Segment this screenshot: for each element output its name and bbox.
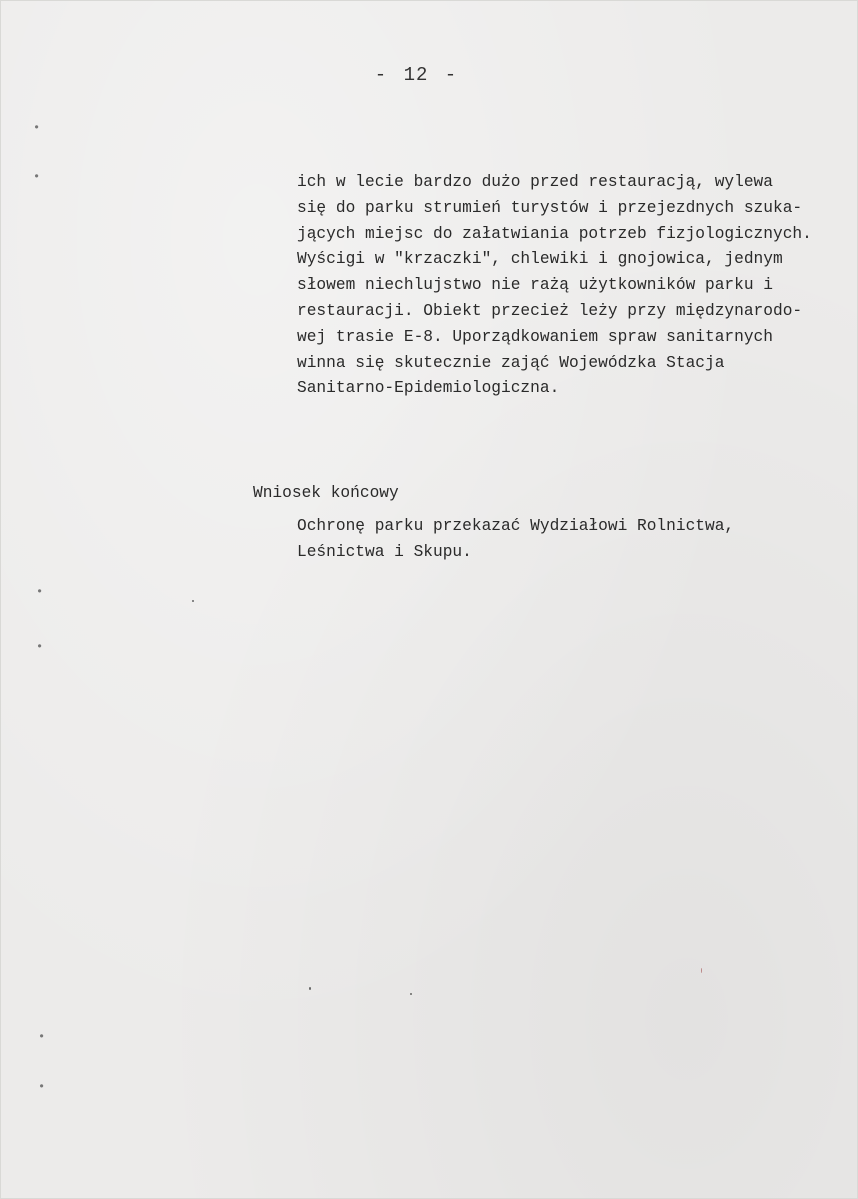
body-paragraph <box>297 170 853 402</box>
page-number: - 12 - <box>374 64 458 86</box>
conclusion-line: Leśnictwa i Skupu. <box>297 543 472 561</box>
paragraph-line: Sanitarno-Epidemiologiczna. <box>297 379 560 398</box>
paragraph-line: Wyścigi w "krzaczki", chlewiki i gnojowica, jednym <box>297 250 783 269</box>
conclusion-line: Ochronę parku przekazać Wydziałowi Rolnictwa, <box>297 517 735 535</box>
paragraph-line: ich w lecie bardzo dużo przed restauracją, wylewa <box>297 173 773 191</box>
margin-mark-icon: • <box>33 121 41 135</box>
paragraph-line: słowem niechlujstwo nie rażą użytkowników parku i <box>297 276 773 295</box>
paragraph-line: winna się skutecznie zająć Wojewódzka Stacja <box>297 353 725 372</box>
paper-speck <box>701 968 702 973</box>
paragraph-line: jących miejsc do załatwiania potrzeb fizjologicznych. <box>297 224 812 243</box>
paragraph-line: się do parku strumień turystów i przejezdnych szuka- <box>297 198 803 217</box>
margin-mark-icon: • <box>38 1030 46 1044</box>
conclusion-heading: Wniosek końcowy <box>253 484 399 502</box>
paper-speck <box>309 987 311 990</box>
margin-mark-icon: • <box>36 640 44 654</box>
conclusion-text <box>297 513 734 565</box>
paragraph-line: wej trasie E-8. Uporządkowaniem spraw sanitarnych <box>297 327 773 346</box>
paper-speck <box>192 600 194 602</box>
paper-speck <box>410 993 412 995</box>
margin-mark-icon: • <box>36 585 44 599</box>
margin-mark-icon: • <box>38 1080 46 1094</box>
margin-mark-icon: • <box>33 170 41 184</box>
paragraph-line: restauracji. Obiekt przecież leży przy międzynarodo- <box>297 301 803 320</box>
